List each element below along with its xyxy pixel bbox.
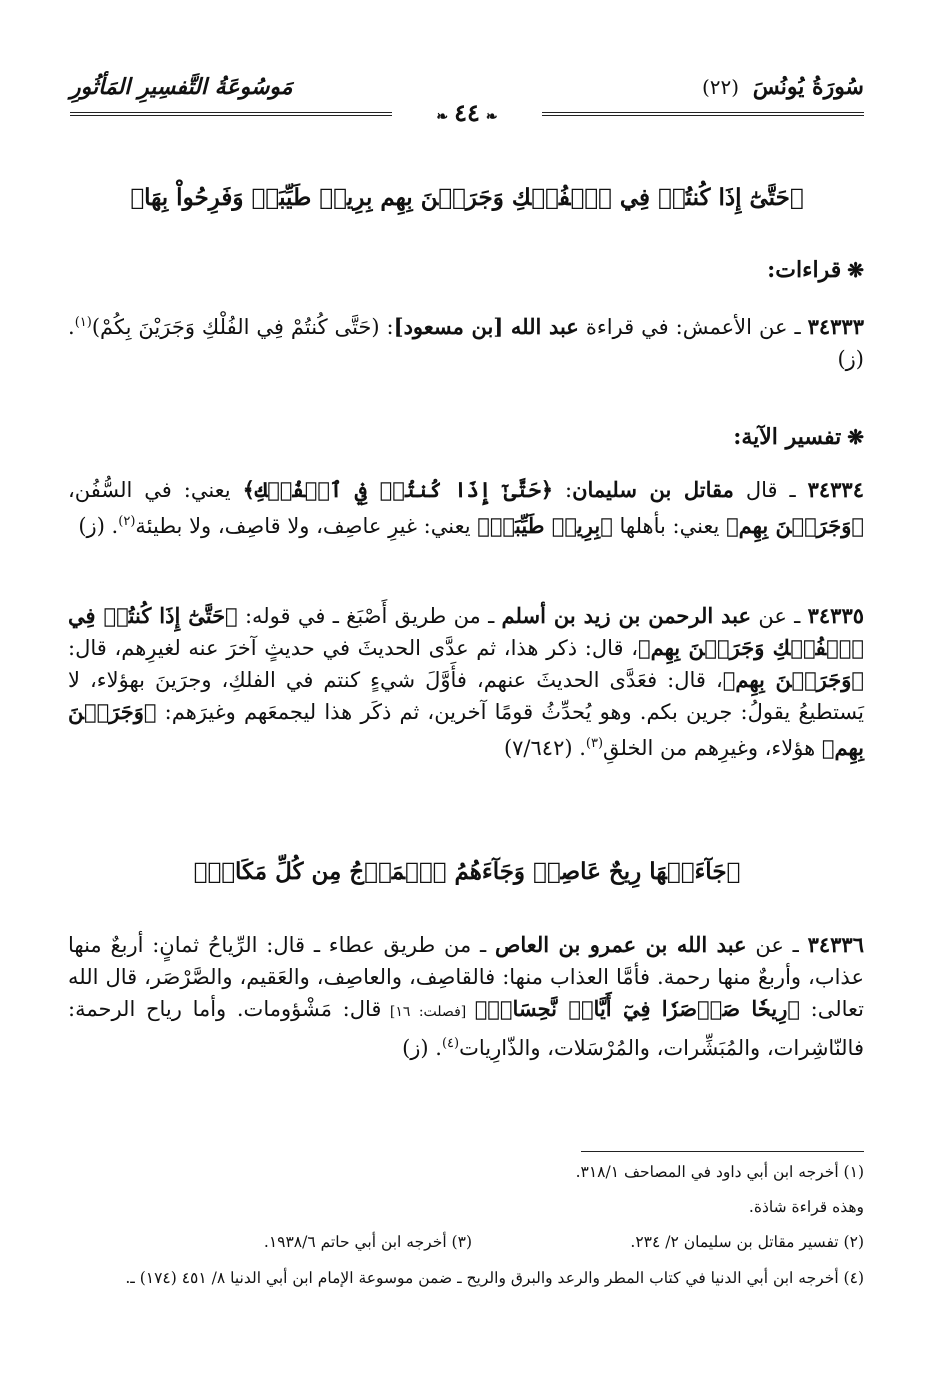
quran-quote: ﴿بِرِيحٖ طَيِّبَةٖ﴾ (477, 513, 613, 538)
ornament-icon: ❧ (436, 109, 449, 125)
surah-title: سُورَةُ يُونُسَ (752, 74, 864, 100)
footnote-1: (١) أخرجه ابن أبي داود في المصاحف ٣١٨/١. (575, 1163, 864, 1181)
narrator-name: مقاتل بن سليمان (572, 477, 734, 502)
quran-verse: ﴿حَتَّىٰٓ إِذَا كُنتُمۡ فِي ٱلۡفُلۡكِ وَجَرَيۡنَ بِهِم بِرِيحٖ طَيِّبَةٖ وَفَرِحُواْ بِهَا﴾ (130, 184, 804, 211)
source-mark: . (ز) (68, 315, 864, 371)
footnote-3: (٣) أخرجه ابن أبي حاتم ١٩٣٨/٦. (263, 1233, 472, 1251)
narration-text: يعني: في السُّفُن، (68, 478, 243, 502)
header-rule-right (542, 112, 864, 116)
narration-number: ٣٤٣٣٣ (807, 314, 864, 339)
narration-34333 (68, 307, 864, 375)
volume-page-ref: . (٧/٦٤٢) (503, 736, 586, 760)
source-mark: . (ز) (78, 514, 119, 538)
footnote-separator (581, 1151, 864, 1152)
narration-34336 (68, 929, 864, 1064)
footnote-ref: (٣) (585, 736, 604, 751)
narration-text: : (553, 478, 573, 502)
header-rule-left (70, 112, 392, 116)
narration-number: ٣٤٣٣٦ (807, 932, 864, 957)
section-heading-tafsir (733, 424, 864, 450)
footnote-ref: (٢) (118, 514, 136, 529)
footnote-ref: (٤) (441, 1036, 460, 1051)
ornament-icon: ❧ (485, 109, 498, 125)
narration-text: يعني: بأهلها (612, 514, 727, 538)
narration-text: ـ قال (733, 478, 808, 502)
narrator-name: عبد الله [بن مسعود] (393, 314, 579, 339)
footnote-4: (٤) أخرجه ابن أبي الدنيا في كتاب المطر والرعد والبرق والريح ـ ضمن موسوعة الإمام ابن أبي الدنيا ٨/ ٤٥١ (١٧٤) ـ. (125, 1269, 864, 1287)
narration-text: يعني: غيرِ عاصِف، ولا قاصِف، ولا بطيئة (135, 514, 478, 538)
flower-icon: ❋ (847, 258, 864, 282)
surah-citation: [فصلت: ١٦] (381, 1004, 475, 1020)
footnote-1-note: وهذه قراءة شاذة. (748, 1198, 864, 1216)
section-title: قراءات: (767, 257, 842, 283)
narration-text: ، قال: فعَدَّى الحديثَ عنهم، فأَوَّلَ شيءٍ كنتم في الفلكِ، وجرَينَ بهؤلاء، لا يَستطيعُ يقولُ: جرين بكم. وهو يُحدِّثُ قومًا آخرين، ثم ذكَر هذا ليجمعَهم وغيرَهم: (68, 668, 864, 724)
narration-text: ـ عن (751, 604, 808, 628)
page-number: ٤٤ (454, 98, 480, 127)
quran-quote: ﴿حَتَّىٰٓ إِذَا كُنتُمۡ فِي ٱلۡفُلۡكِ﴾ (242, 477, 554, 502)
page-number-block (417, 98, 517, 127)
narration-text: قال: مَشْؤومات. وأما رياح الرحمة: فالنّاشِرات، والمُبَشِّرات، والمُرْسَلات، والذّارِيات (68, 997, 864, 1060)
book-title: مَوسُوعَةُ التَّفسِيرِ المَأثُورِ (70, 74, 293, 100)
section-title: تفسير الآية: (733, 424, 842, 450)
narrator-name: عبد الرحمن بن زيد بن أسلم (501, 603, 752, 628)
narration-text: هؤلاء، وغيرِهم من الخلقِ (603, 736, 822, 760)
narration-34334 (68, 474, 864, 542)
narration-text: ـ من طريق عطاء ـ قال: الرِّياحُ ثمانٍ: أربعٌ منها عذاب، وأربعٌ منها رحمة. فأمَّا العذاب منها: فالقاصِف، والعاصِف، والعَقيم، والصَّرْصَر، قال الله تعالى: (68, 933, 864, 1021)
narration-text: ، قال: ذكر هذا، ثم عدَّى الحديثَ في حديثٍ آخرَ عنه لغيرِهم، قال: (68, 636, 639, 660)
narration-number: ٣٤٣٣٤ (807, 477, 864, 502)
narration-text: : (حَتَّى كُنتُمْ فِي الفُلْكِ وَجَرَيْنَ بِكُمْ) (91, 315, 394, 339)
quran-quote: ﴿وَجَرَيۡنَ بِهِم﴾ (722, 667, 864, 692)
narration-34335 (68, 600, 864, 764)
quran-quote: ﴿وَجَرَيۡنَ بِهِم﴾ (68, 699, 864, 760)
narration-number: ٣٤٣٣٥ (807, 603, 865, 628)
source-mark: . (ز) (402, 1036, 442, 1060)
quran-quote: ﴿رِيحٗا صَرۡصَرٗا فِيٓ أَيَّامٖ نَّحِسَاتٖ﴾ (474, 996, 800, 1021)
flower-icon: ❋ (847, 425, 864, 449)
footnote-ref: (١) (74, 315, 92, 330)
narration-text: ـ عن الأعمش: في قراءة (578, 315, 808, 339)
quran-quote: ﴿حَتَّىٰٓ إِذَا كُنتُمۡ فِي ٱلۡفُلۡكِ وَجَرَيۡنَ بِهِم﴾ (68, 603, 864, 660)
quran-verse: ﴿جَآءَتۡهَا رِيحٌ عَاصِفٞ وَجَآءَهُمُ ٱلۡمَوۡجُ مِن كُلِّ مَكَانٖ﴾ (193, 858, 741, 885)
verse-number: (٢٢) (701, 75, 740, 99)
footnote-2: (٢) تفسير مقاتل بن سليمان ٢/ ٢٣٤. (630, 1233, 864, 1251)
quran-quote: ﴿وَجَرَيۡنَ بِهِم﴾ (726, 513, 864, 538)
running-header (70, 74, 864, 127)
surah-header (702, 74, 864, 100)
narration-text: ـ من طريق أَصْبَغ ـ في قوله: (237, 604, 502, 628)
narrator-name: عبد الله بن عمرو بن العاص (494, 932, 747, 957)
section-heading-readings (767, 257, 864, 283)
narration-text: ـ عن (746, 933, 808, 957)
